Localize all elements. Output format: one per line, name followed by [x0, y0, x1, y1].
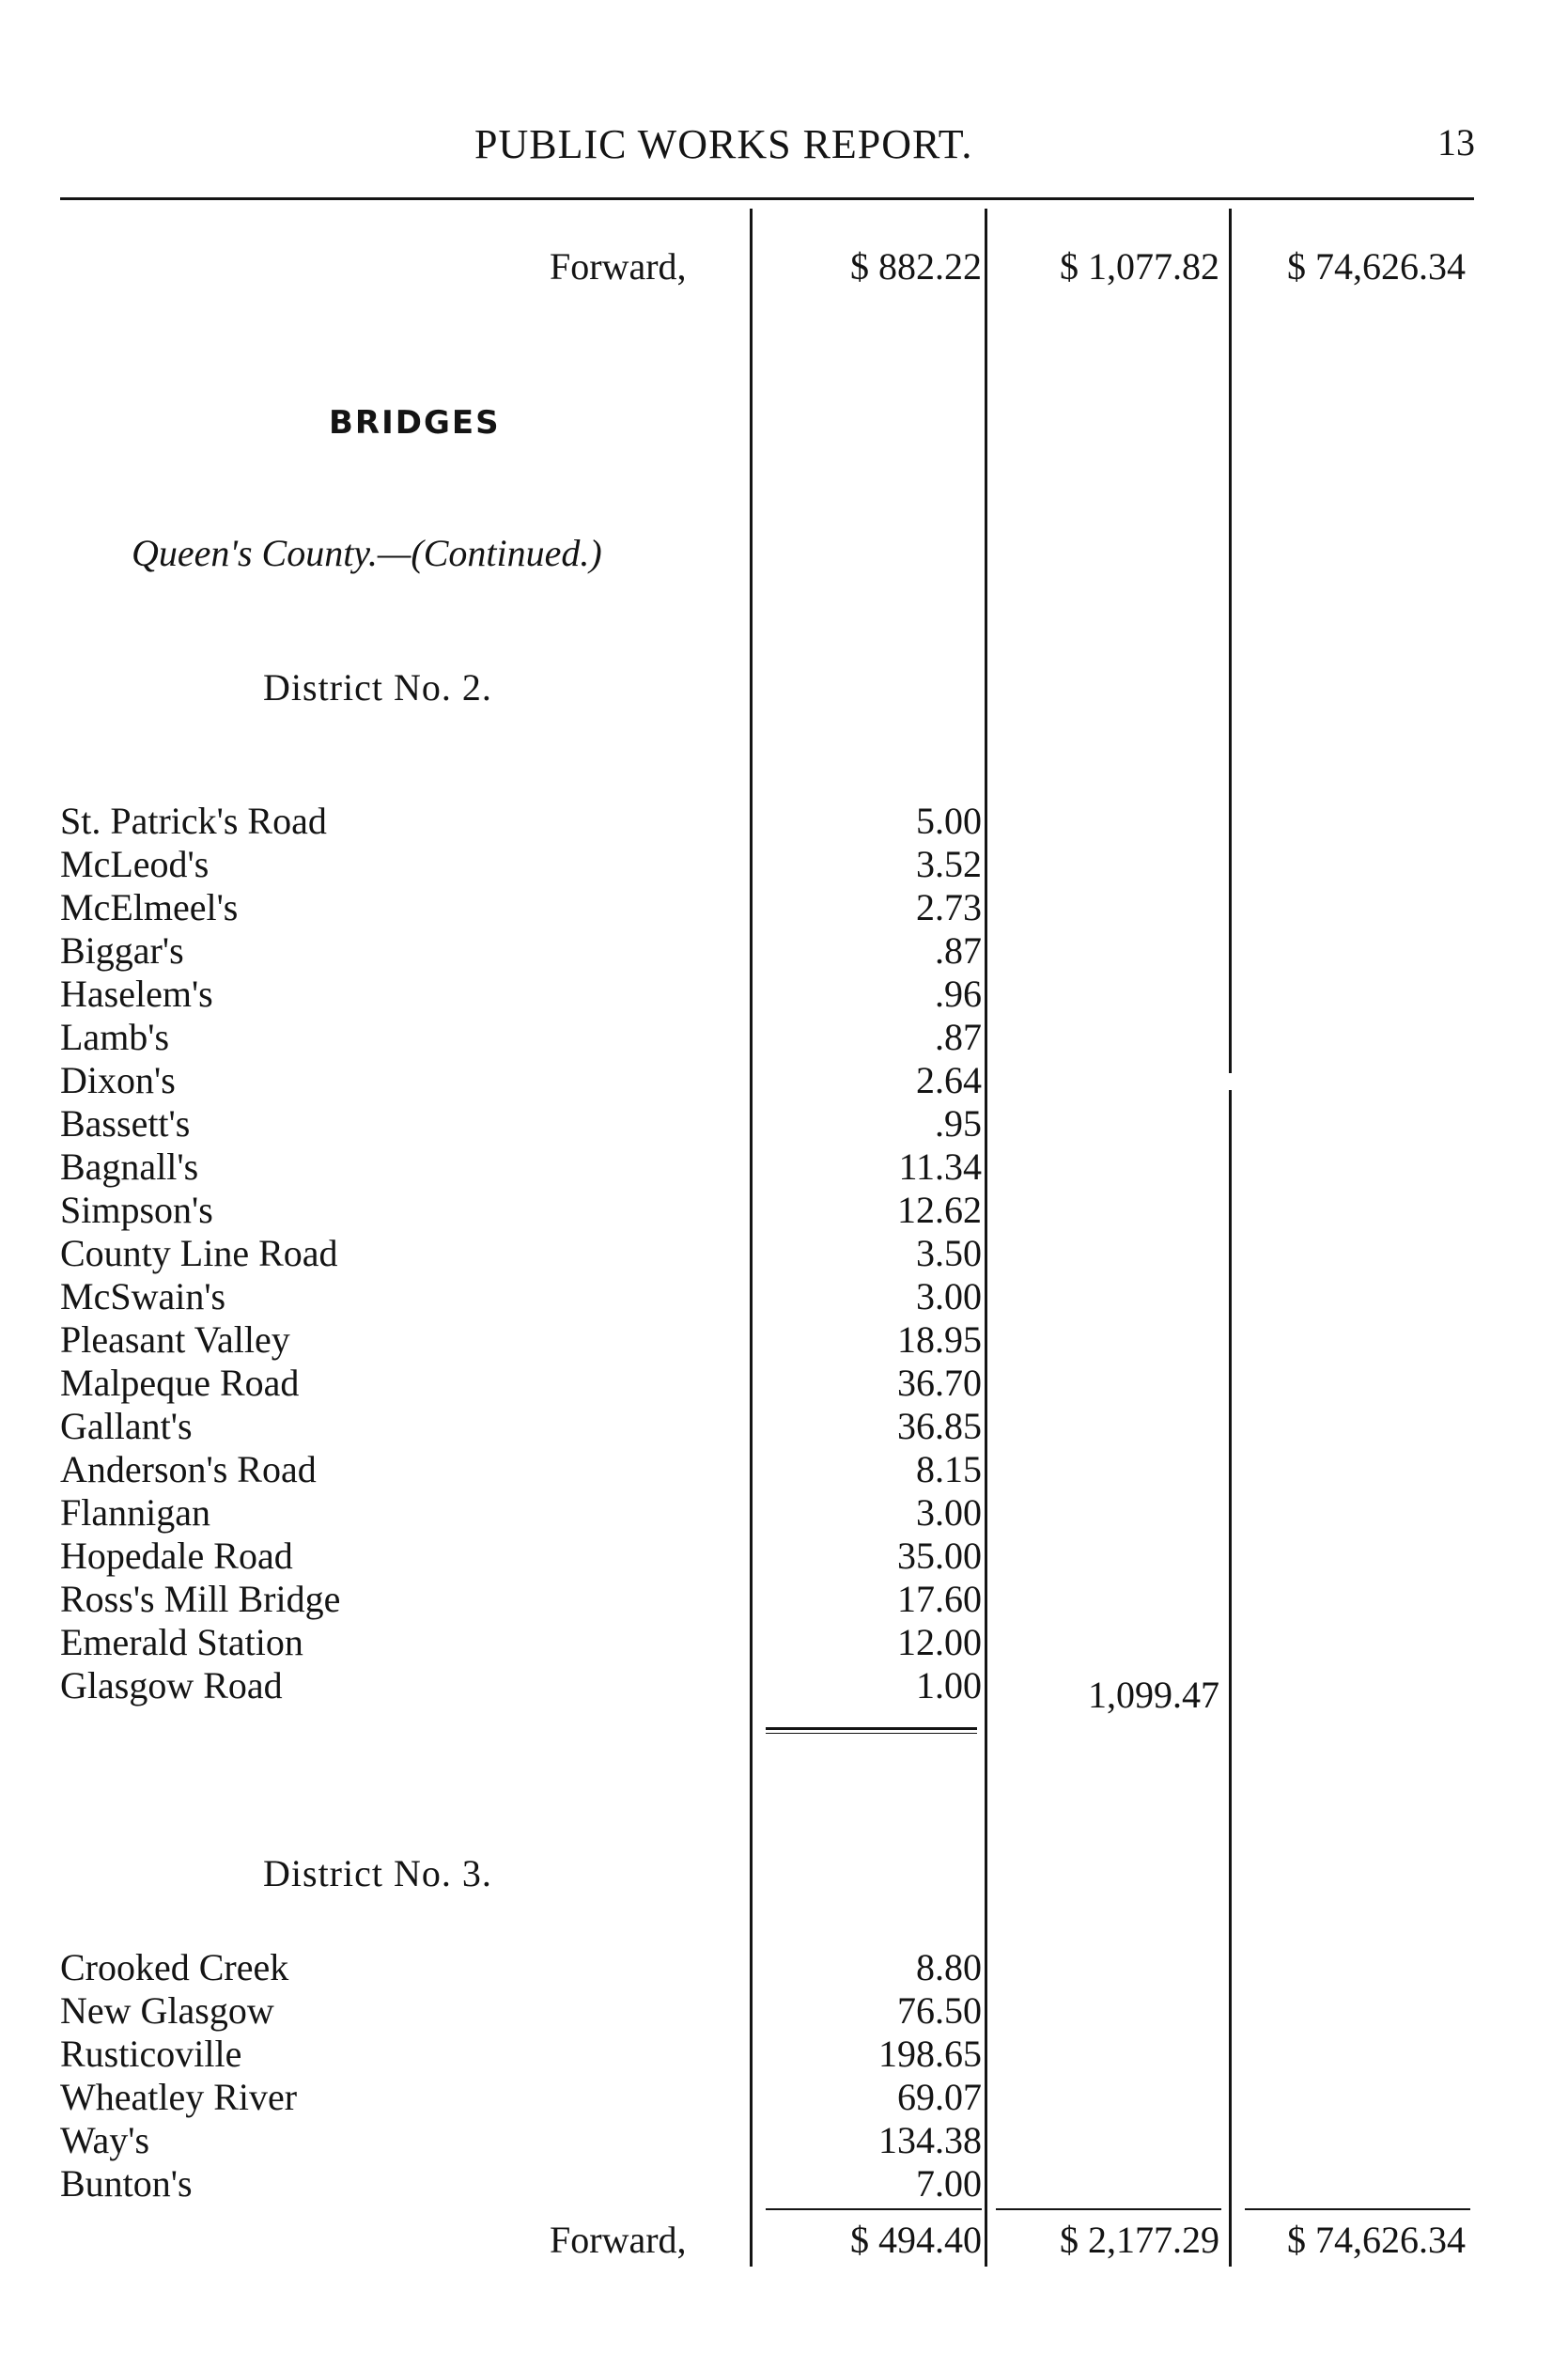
district-2-total: 1,099.47	[1088, 1674, 1219, 1716]
district-2-row-amount: .96	[935, 973, 982, 1015]
header-rule	[60, 197, 1474, 200]
district-2-row-name: Haselem's	[60, 973, 213, 1015]
district-2-heading: District No. 2.	[263, 666, 492, 709]
district-2-row-amount: 12.00	[897, 1621, 982, 1663]
district-3-row-amount: 8.80	[916, 1946, 982, 1988]
district-2-row-amount: 35.00	[897, 1535, 982, 1577]
forward-top-col1: $ 882.22	[850, 245, 982, 288]
forward-top-col2: $ 1,077.82	[1060, 245, 1219, 288]
district-2-row-name: Lamb's	[60, 1016, 170, 1058]
district-2-row-amount: 36.85	[897, 1405, 982, 1447]
district-2-row-amount: 3.00	[916, 1491, 982, 1534]
district-2-row-name: St. Patrick's Road	[60, 800, 327, 842]
page-number: 13	[1437, 121, 1475, 164]
district-2-row-name: Hopedale Road	[60, 1535, 293, 1577]
column-rule-2	[985, 209, 987, 2267]
forward-label-top: Forward,	[550, 245, 687, 288]
district-2-row-amount: 3.50	[916, 1232, 982, 1274]
district-3-row-name: New Glasgow	[60, 1989, 274, 2032]
district-2-row-amount: 2.64	[916, 1059, 982, 1101]
district-2-row-amount: 5.00	[916, 800, 982, 842]
section-title: BRIDGES	[329, 404, 501, 442]
page-title: PUBLIC WORKS REPORT.	[474, 121, 973, 167]
district-2-row-name: McElmeel's	[60, 886, 239, 928]
bottom-rule-col2	[996, 2208, 1221, 2210]
district-2-row-amount: 36.70	[897, 1362, 982, 1404]
district-2-row-name: Anderson's Road	[60, 1448, 317, 1490]
forward-bottom-col1: $ 494.40	[850, 2219, 982, 2261]
district-2-row-amount: 12.62	[897, 1189, 982, 1231]
district-2-row-name: Biggar's	[60, 929, 184, 972]
district-2-row-name: Bagnall's	[60, 1146, 199, 1188]
district-2-row-name: Glasgow Road	[60, 1664, 283, 1707]
district-3-row-amount: 134.38	[878, 2119, 982, 2161]
column-rule-3	[1229, 209, 1232, 1073]
district-2-row-name: Ross's Mill Bridge	[60, 1578, 341, 1620]
district-2-row-name: Malpeque Road	[60, 1362, 300, 1404]
county-heading: Queen's County.—(Continued.)	[132, 532, 602, 574]
forward-bottom-col3: $ 74,626.34	[1287, 2219, 1466, 2261]
district-2-row-name: Gallant's	[60, 1405, 193, 1447]
district-2-row-amount: .87	[935, 929, 982, 972]
district-2-row-amount: .95	[935, 1102, 982, 1145]
bottom-rule-col3	[1245, 2208, 1470, 2210]
district-2-row-name: McLeod's	[60, 843, 210, 885]
district-3-row-name: Rusticoville	[60, 2033, 242, 2075]
forward-top-col3: $ 74,626.34	[1287, 245, 1466, 288]
district-3-row-amount: 69.07	[897, 2076, 982, 2118]
district-3-row-amount: 198.65	[878, 2033, 982, 2075]
forward-bottom-col2: $ 2,177.29	[1060, 2219, 1219, 2261]
district-2-row-amount: 18.95	[897, 1318, 982, 1361]
district-2-row-name: Pleasant Valley	[60, 1318, 290, 1361]
forward-label-bottom: Forward,	[550, 2219, 687, 2261]
district-2-row-amount: 11.34	[898, 1146, 982, 1188]
district-2-row-name: Dixon's	[60, 1059, 176, 1101]
district-2-row-amount: 17.60	[897, 1578, 982, 1620]
district-3-heading: District No. 3.	[263, 1852, 492, 1894]
column-rule-3b	[1229, 1090, 1232, 2267]
district-2-row-name: Simpson's	[60, 1189, 213, 1231]
district-2-row-name: Bassett's	[60, 1102, 191, 1145]
district-2-row-amount: 3.00	[916, 1275, 982, 1317]
district-2-row-name: McSwain's	[60, 1275, 226, 1317]
district-2-row-amount: 3.52	[916, 843, 982, 885]
district-3-row-name: Bunton's	[60, 2162, 193, 2205]
district-2-row-amount: .87	[935, 1016, 982, 1058]
district-2-row-name: Flannigan	[60, 1491, 210, 1534]
district-2-row-name: County Line Road	[60, 1232, 338, 1274]
district-2-subtotal-rule	[766, 1727, 977, 1730]
district-3-row-name: Wheatley River	[60, 2076, 298, 2118]
district-3-row-name: Crooked Creek	[60, 1946, 289, 1988]
district-3-row-name: Way's	[60, 2119, 150, 2161]
district-2-row-amount: 1.00	[916, 1664, 982, 1707]
district-2-subtotal-rule-b	[766, 1733, 977, 1734]
district-2-row-name: Emerald Station	[60, 1621, 303, 1663]
district-3-row-amount: 7.00	[916, 2162, 982, 2205]
bottom-rule-col1	[766, 2208, 982, 2210]
district-3-row-amount: 76.50	[897, 1989, 982, 2032]
district-2-row-amount: 2.73	[916, 886, 982, 928]
district-2-row-amount: 8.15	[916, 1448, 982, 1490]
